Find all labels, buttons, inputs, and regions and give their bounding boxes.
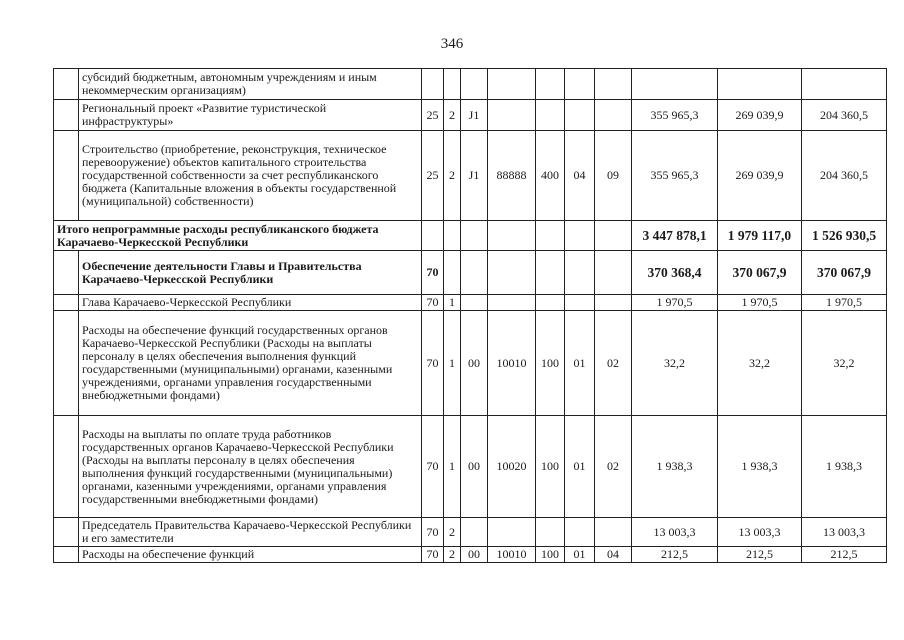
amount-1: 355 965,3 bbox=[632, 100, 718, 131]
code-chapter bbox=[565, 295, 595, 311]
table-row bbox=[54, 100, 887, 131]
code-subsection bbox=[444, 221, 461, 251]
table-row bbox=[54, 547, 887, 563]
code-expense-type bbox=[536, 69, 565, 100]
row-name: Обеспечение деятельности Главы и Правительства Карачаево-Черкесской Республики bbox=[79, 251, 422, 295]
code-subsection: 2 bbox=[444, 547, 461, 563]
code-subchapter: 02 bbox=[595, 311, 632, 416]
table-row bbox=[54, 311, 887, 416]
amount-3 bbox=[802, 69, 887, 100]
code-direction: 10020 bbox=[488, 416, 536, 518]
code-direction bbox=[488, 518, 536, 547]
code-subchapter bbox=[595, 69, 632, 100]
amount-1: 212,5 bbox=[632, 547, 718, 563]
code-expense-type: 100 bbox=[536, 547, 565, 563]
code-direction: 88888 bbox=[488, 131, 536, 221]
row-name: Глава Карачаево-Черкесской Республики bbox=[79, 295, 422, 311]
amount-1: 370 368,4 bbox=[632, 251, 718, 295]
code-section: 25 bbox=[422, 100, 444, 131]
code-expense-type: 100 bbox=[536, 416, 565, 518]
code-section: 70 bbox=[422, 311, 444, 416]
amount-1: 3 447 878,1 bbox=[632, 221, 718, 251]
code-subsection bbox=[444, 251, 461, 295]
code-program: J1 bbox=[461, 131, 488, 221]
code-subchapter: 09 bbox=[595, 131, 632, 221]
page-number: 346 bbox=[440, 36, 464, 52]
amount-2: 1 938,3 bbox=[718, 416, 802, 518]
code-section bbox=[422, 69, 444, 100]
code-program bbox=[461, 69, 488, 100]
amount-3: 32,2 bbox=[802, 311, 887, 416]
amount-3: 1 970,5 bbox=[802, 295, 887, 311]
code-program: 00 bbox=[461, 547, 488, 563]
table-row bbox=[54, 251, 887, 295]
code-expense-type bbox=[536, 518, 565, 547]
code-program bbox=[461, 251, 488, 295]
code-subsection bbox=[444, 69, 461, 100]
code-section: 70 bbox=[422, 251, 444, 295]
code-subchapter: 04 bbox=[595, 547, 632, 563]
blank-cell bbox=[54, 131, 79, 221]
code-program: J1 bbox=[461, 100, 488, 131]
table-row bbox=[54, 131, 887, 221]
code-subsection: 2 bbox=[444, 518, 461, 547]
blank-cell bbox=[54, 251, 79, 295]
code-section: 25 bbox=[422, 131, 444, 221]
code-subsection: 1 bbox=[444, 416, 461, 518]
amount-2 bbox=[718, 69, 802, 100]
amount-2: 269 039,9 bbox=[718, 100, 802, 131]
code-chapter: 01 bbox=[565, 311, 595, 416]
table-row bbox=[54, 221, 887, 251]
code-program bbox=[461, 518, 488, 547]
code-program bbox=[461, 221, 488, 251]
code-chapter: 01 bbox=[565, 416, 595, 518]
table-row bbox=[54, 69, 887, 100]
code-chapter bbox=[565, 221, 595, 251]
code-subchapter bbox=[595, 100, 632, 131]
code-direction bbox=[488, 100, 536, 131]
code-chapter bbox=[565, 69, 595, 100]
blank-cell bbox=[54, 295, 79, 311]
code-chapter: 01 bbox=[565, 547, 595, 563]
code-section: 70 bbox=[422, 547, 444, 563]
amount-3: 13 003,3 bbox=[802, 518, 887, 547]
code-program: 00 bbox=[461, 311, 488, 416]
amount-1: 32,2 bbox=[632, 311, 718, 416]
amount-1: 1 938,3 bbox=[632, 416, 718, 518]
code-direction: 10010 bbox=[488, 311, 536, 416]
table-row bbox=[54, 416, 887, 518]
table-row bbox=[54, 518, 887, 547]
code-subchapter bbox=[595, 295, 632, 311]
amount-3: 212,5 bbox=[802, 547, 887, 563]
blank-cell bbox=[54, 547, 79, 563]
code-section: 70 bbox=[422, 295, 444, 311]
code-chapter: 04 bbox=[565, 131, 595, 221]
code-chapter bbox=[565, 518, 595, 547]
code-subchapter: 02 bbox=[595, 416, 632, 518]
code-subsection: 2 bbox=[444, 100, 461, 131]
amount-2: 269 039,9 bbox=[718, 131, 802, 221]
code-subsection: 1 bbox=[444, 311, 461, 416]
code-expense-type bbox=[536, 221, 565, 251]
code-expense-type bbox=[536, 251, 565, 295]
code-direction bbox=[488, 295, 536, 311]
code-subchapter bbox=[595, 221, 632, 251]
amount-2: 370 067,9 bbox=[718, 251, 802, 295]
amount-2: 1 979 117,0 bbox=[718, 221, 802, 251]
row-name: Расходы на обеспечение функций bbox=[79, 547, 422, 563]
code-expense-type: 400 bbox=[536, 131, 565, 221]
amount-3: 204 360,5 bbox=[802, 131, 887, 221]
blank-cell bbox=[54, 416, 79, 518]
code-section bbox=[422, 221, 444, 251]
blank-cell bbox=[54, 311, 79, 416]
amount-2: 32,2 bbox=[718, 311, 802, 416]
table-row bbox=[54, 295, 887, 311]
code-expense-type bbox=[536, 295, 565, 311]
row-name: Итого непрограммные расходы республиканского бюджета Карачаево-Черкесской Республики bbox=[54, 221, 422, 251]
code-section: 70 bbox=[422, 416, 444, 518]
row-name: Региональный проект «Развитие туристической инфраструктуры» bbox=[79, 100, 422, 131]
row-name: Расходы на выплаты по оплате труда работников государственных органов Карачаево-Черкесской Республики (Расходы на выплаты персоналу в целях обеспечения выполнения функций государственными (муниципальными) органами, казенными учреждениями, органами управления государственными внебюджетными фондами) bbox=[79, 416, 422, 518]
amount-1: 13 003,3 bbox=[632, 518, 718, 547]
row-name: Председатель Правительства Карачаево-Черкесской Республики и его заместители bbox=[79, 518, 422, 547]
row-name: субсидий бюджетным, автономным учреждениям и иным некоммерческим организациям) bbox=[79, 69, 422, 100]
blank-cell bbox=[54, 518, 79, 547]
code-chapter bbox=[565, 100, 595, 131]
code-subsection: 2 bbox=[444, 131, 461, 221]
code-expense-type: 100 bbox=[536, 311, 565, 416]
row-name: Расходы на обеспечение функций государственных органов Карачаево-Черкесской Республики (Расходы на выплаты персоналу в целях обеспечения выполнения функций государственными (муниципальными) органами, казенными учреждениями, органами управления государственными внебюджетными фондами) bbox=[79, 311, 422, 416]
amount-3: 1 526 930,5 bbox=[802, 221, 887, 251]
code-chapter bbox=[565, 251, 595, 295]
blank-cell bbox=[54, 100, 79, 131]
code-program: 00 bbox=[461, 416, 488, 518]
row-name: Строительство (приобретение, реконструкция, техническое перевооружение) объектов капитального строительства государственной собственности за счет республиканского бюджета (Капитальные вложения в объекты государственной (муниципальной) собственности) bbox=[79, 131, 422, 221]
code-section: 70 bbox=[422, 518, 444, 547]
code-direction bbox=[488, 221, 536, 251]
amount-2: 212,5 bbox=[718, 547, 802, 563]
amount-3: 204 360,5 bbox=[802, 100, 887, 131]
amount-2: 13 003,3 bbox=[718, 518, 802, 547]
amount-2: 1 970,5 bbox=[718, 295, 802, 311]
budget-table bbox=[53, 68, 887, 563]
code-program bbox=[461, 295, 488, 311]
amount-3: 370 067,9 bbox=[802, 251, 887, 295]
code-direction bbox=[488, 251, 536, 295]
amount-3: 1 938,3 bbox=[802, 416, 887, 518]
amount-1 bbox=[632, 69, 718, 100]
code-subsection: 1 bbox=[444, 295, 461, 311]
amount-1: 1 970,5 bbox=[632, 295, 718, 311]
code-expense-type bbox=[536, 100, 565, 131]
code-direction: 10010 bbox=[488, 547, 536, 563]
budget-table-body bbox=[54, 69, 887, 563]
code-direction bbox=[488, 69, 536, 100]
code-subchapter bbox=[595, 518, 632, 547]
code-subchapter bbox=[595, 251, 632, 295]
blank-cell bbox=[54, 69, 79, 100]
amount-1: 355 965,3 bbox=[632, 131, 718, 221]
